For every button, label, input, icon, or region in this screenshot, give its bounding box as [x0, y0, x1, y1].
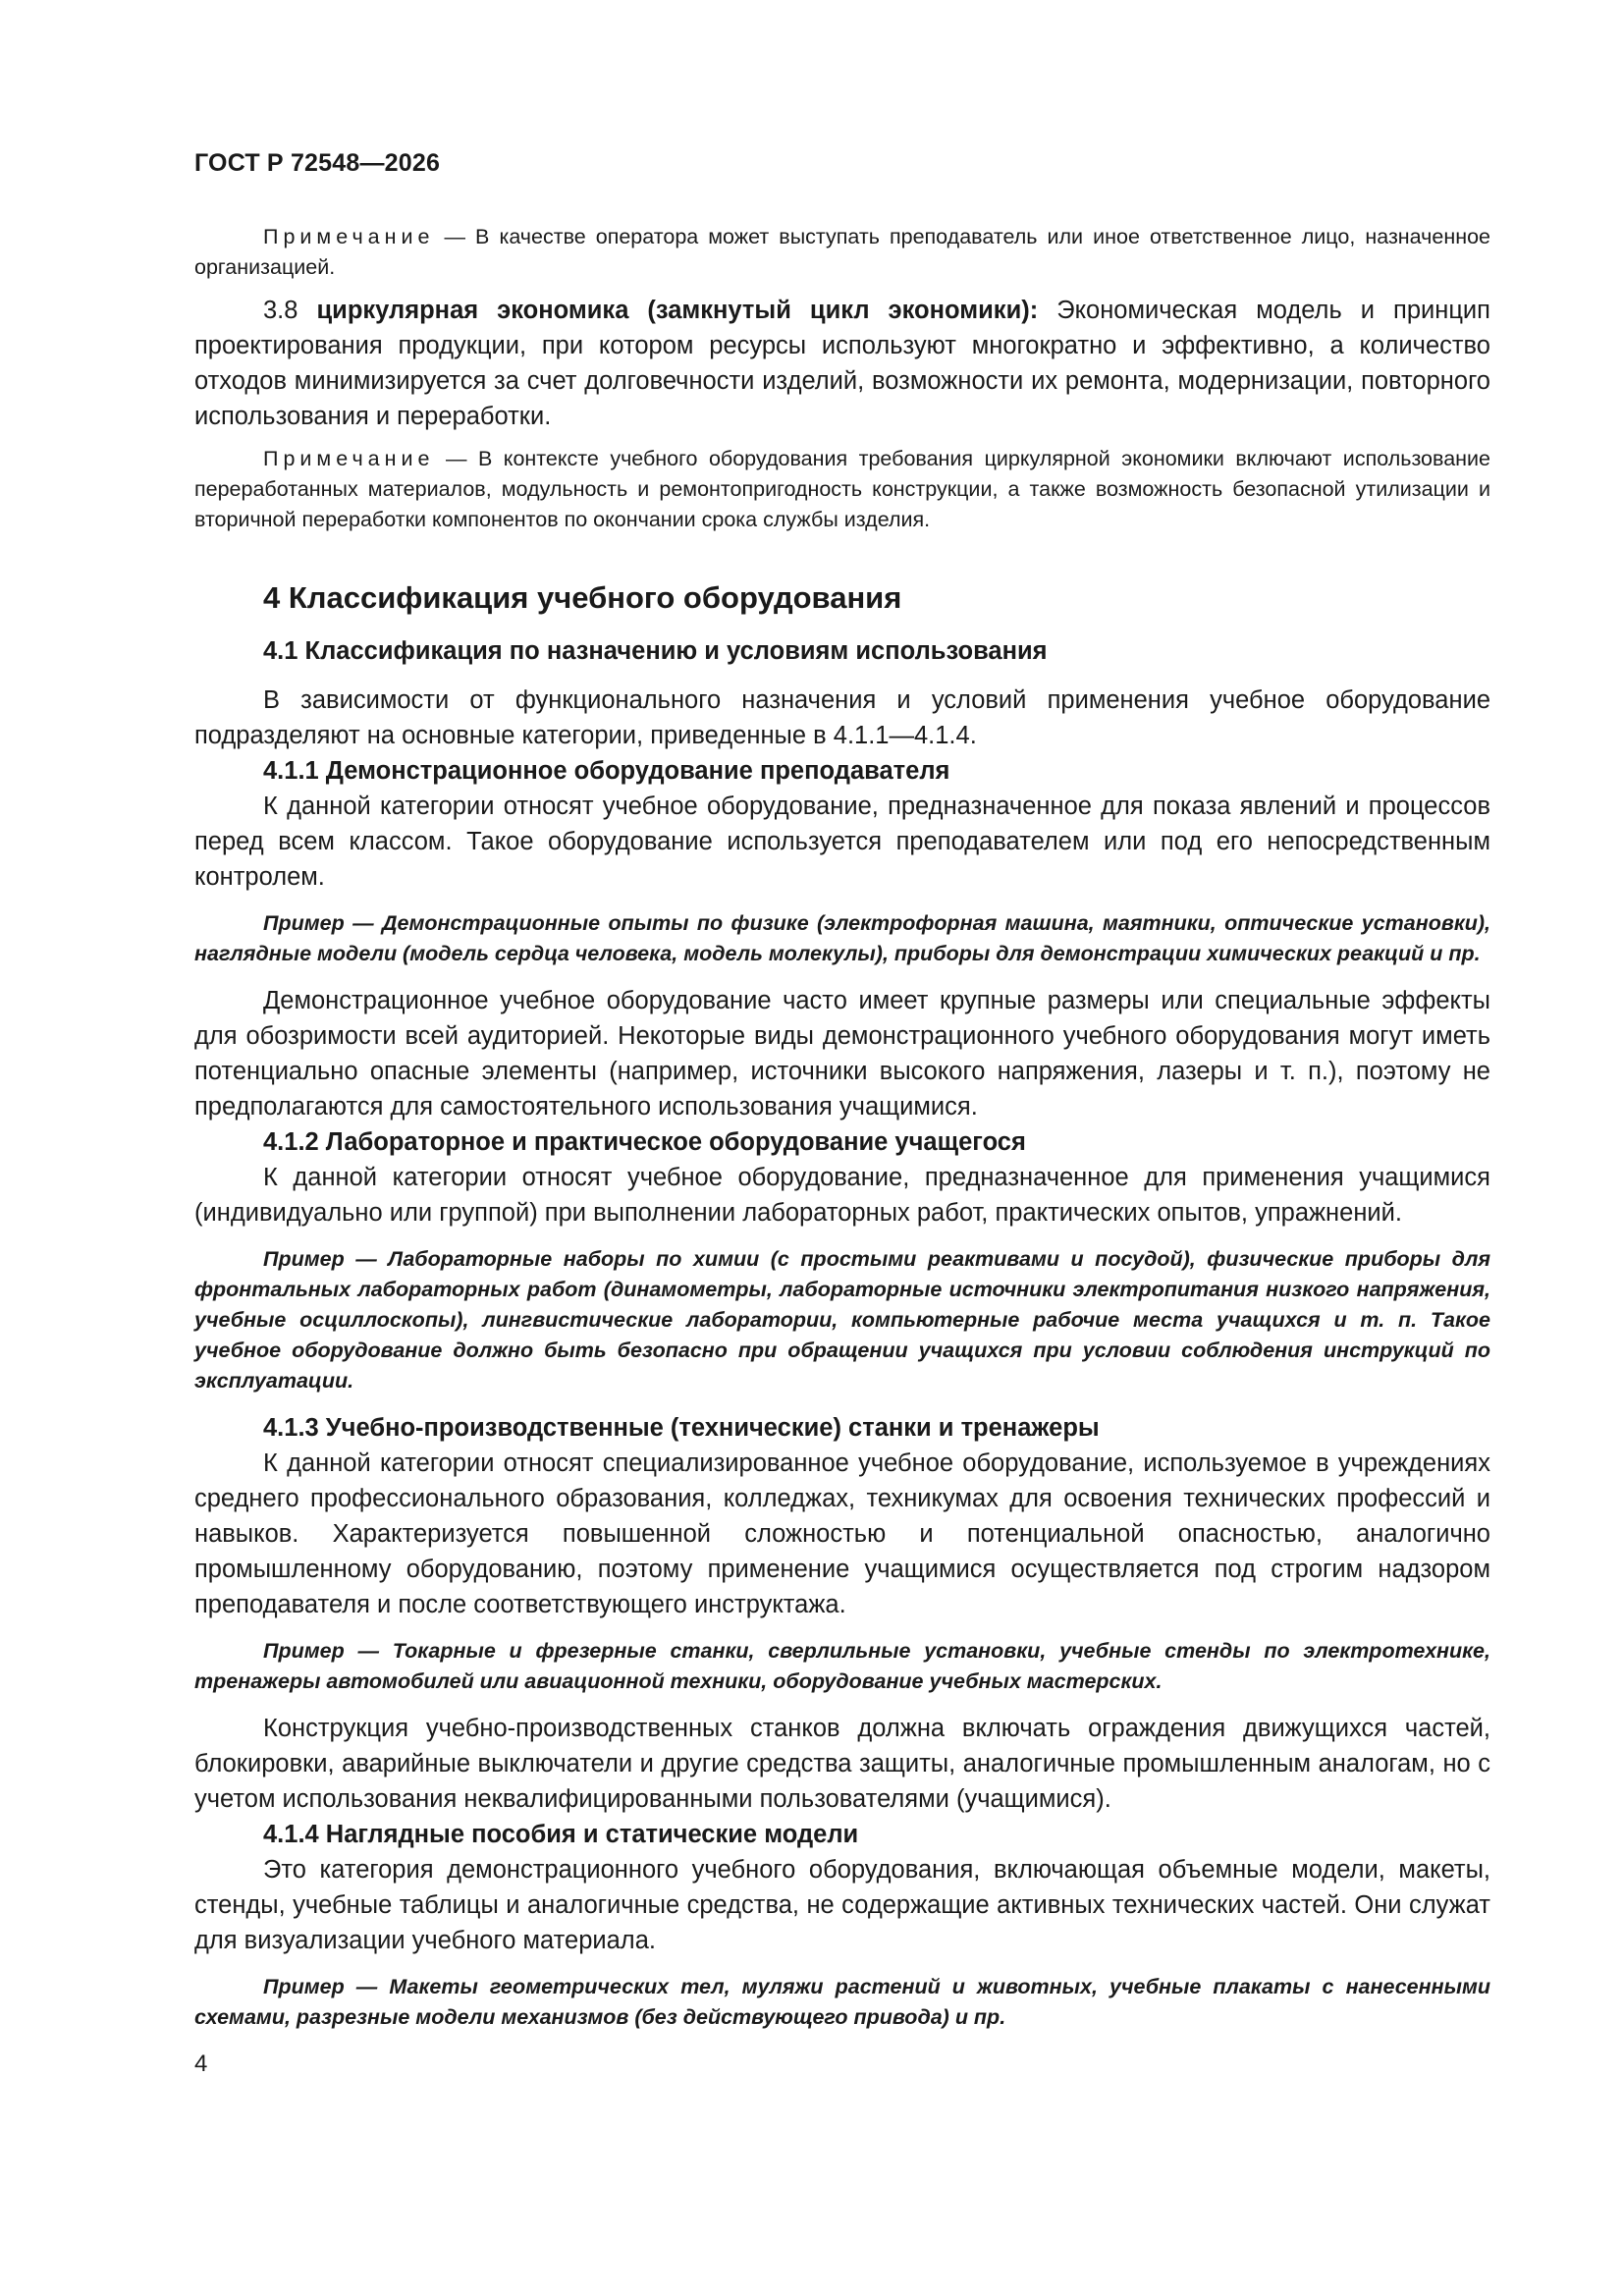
- section-4-1-2-text: К данной категории относят учебное оборудование, предназначенное для применения учащимися (индивидуально или группой) при выполнении лабораторных работ, практических опытов, упражнений.: [194, 1164, 1490, 1227]
- section-4-1-3-example: Пример — Токарные и фрезерные станки, сверлильные установки, учебные стенды по электротехнике, тренажеры автомобилей или авиационной техники, оборудование учебных мастерских.: [194, 1639, 1490, 1693]
- section-4-1-2-heading: 4.1.2 Лабораторное и практическое оборудование учащегося: [263, 1128, 1026, 1156]
- clause-definition: Экономическая модель и принцип проектирования продукции, при котором ресурсы используют многократно и эффективно, а количество отходов минимизируется за счет долговечности изделий, возможности их ремонта, модернизации, повторного использования и переработки.: [194, 297, 1490, 430]
- note-label: Примечание: [263, 447, 435, 470]
- note-text: — В качестве оператора может выступать преподаватель или иное ответственное лицо, назначенное организацией.: [194, 225, 1490, 279]
- section-4-1-3-text: К данной категории относят специализированное учебное оборудование, используемое в учреждениях среднего профессионального образования, колледжах, техникумах для освоения технических профессий и навыков. Характеризуется повышенной сложностью и потенциальной опасностью, аналогично промышленному оборудованию, поэтому применение учащимися осуществляется под строгим надзором преподавателя и после соответствующего инструктажа.: [194, 1449, 1490, 1618]
- section-4-1-3-heading: 4.1.3 Учебно-производственные (технические) станки и тренажеры: [263, 1414, 1100, 1442]
- section-4-1-1-text-2: Демонстрационное учебное оборудование часто имеет крупные размеры или специальные эффекты для обозримости всей аудиторией. Некоторые виды демонстрационного учебного оборудования могут иметь потенциально опасные элементы (например, источники высокого напряжения, лазеры и т. п.), поэтому не предполагаются для самостоятельного использования учащимися.: [194, 987, 1490, 1121]
- section-4-1-4-example: Пример — Макеты геометрических тел, муляжи растений и животных, учебные плакаты с нанесенными схемами, разрезные модели механизмов (без действующего привода) и пр.: [194, 1975, 1490, 2029]
- section-4-1-4-heading: 4.1.4 Наглядные пособия и статические модели: [263, 1821, 859, 1848]
- page-content: [194, 222, 1490, 2033]
- clause-number: 3.8: [263, 297, 317, 324]
- clause-3-8: [194, 293, 1490, 434]
- section-4-1-3-text-2: Конструкция учебно-производственных станков должна включать ограждения движущихся частей, блокировки, аварийные выключатели и другие средства защиты, аналогичные промышленным аналогам, но с учетом использования неквалифицированными пользователями (учащимися).: [194, 1715, 1490, 1813]
- document-code-header: ГОСТ Р 72548—2026: [194, 149, 441, 177]
- clause-term: циркулярная экономика (замкнутый цикл экономики):: [316, 297, 1039, 324]
- note-operator: [194, 222, 1490, 283]
- section-4-1-text: В зависимости от функционального назначения и условий применения учебное оборудование подразделяют на основные категории, приведенные в 4.1.1—4.1.4.: [194, 686, 1490, 749]
- section-4-1-1-example: Пример — Демонстрационные опыты по физике (электрофорная машина, маятники, оптические установки), наглядные модели (модель сердца человека, модель молекулы), приборы для демонстрации химических реакций и пр.: [194, 911, 1490, 965]
- section-4-1-2-example: Пример — Лабораторные наборы по химии (с простыми реактивами и посудой), физические приборы для фронтальных лабораторных работ (динамометры, лабораторные источники электропитания низкого напряжения, учебные осциллоскопы), лингвистические лаборатории, компьютерные рабочие места учащихся и т. п. Такое учебное оборудование должно быть безопасно при обращении учащихся при условии соблюдения инструкций по эксплуатации.: [194, 1247, 1490, 1393]
- section-4-1-4-text: Это категория демонстрационного учебного оборудования, включающая объемные модели, макеты, стенды, учебные таблицы и аналогичные средства, не содержащие активных технических частей. Они служат для визуализации учебного материала.: [194, 1856, 1490, 1954]
- note-label: Примечание: [263, 225, 435, 248]
- section-4-heading: 4 Классификация учебного оборудования: [263, 580, 902, 615]
- section-4-1-heading: 4.1 Классификация по назначению и условиям использования: [263, 637, 1048, 665]
- page-number: 4: [194, 2050, 208, 2077]
- note-text: — В контексте учебного оборудования требования циркулярной экономики включают использование переработанных материалов, модульность и ремонтопригодность конструкции, а также возможность безопасной утилизации и вторичной переработки компонентов по окончании срока службы изделия.: [194, 447, 1490, 531]
- note-circular-economy: [194, 444, 1490, 535]
- section-4-1-1-text: К данной категории относят учебное оборудование, предназначенное для показа явлений и процессов перед всем классом. Такое оборудование используется преподавателем или под его непосредственным контролем.: [194, 793, 1490, 891]
- section-4-1-1-heading: 4.1.1 Демонстрационное оборудование преподавателя: [263, 757, 950, 785]
